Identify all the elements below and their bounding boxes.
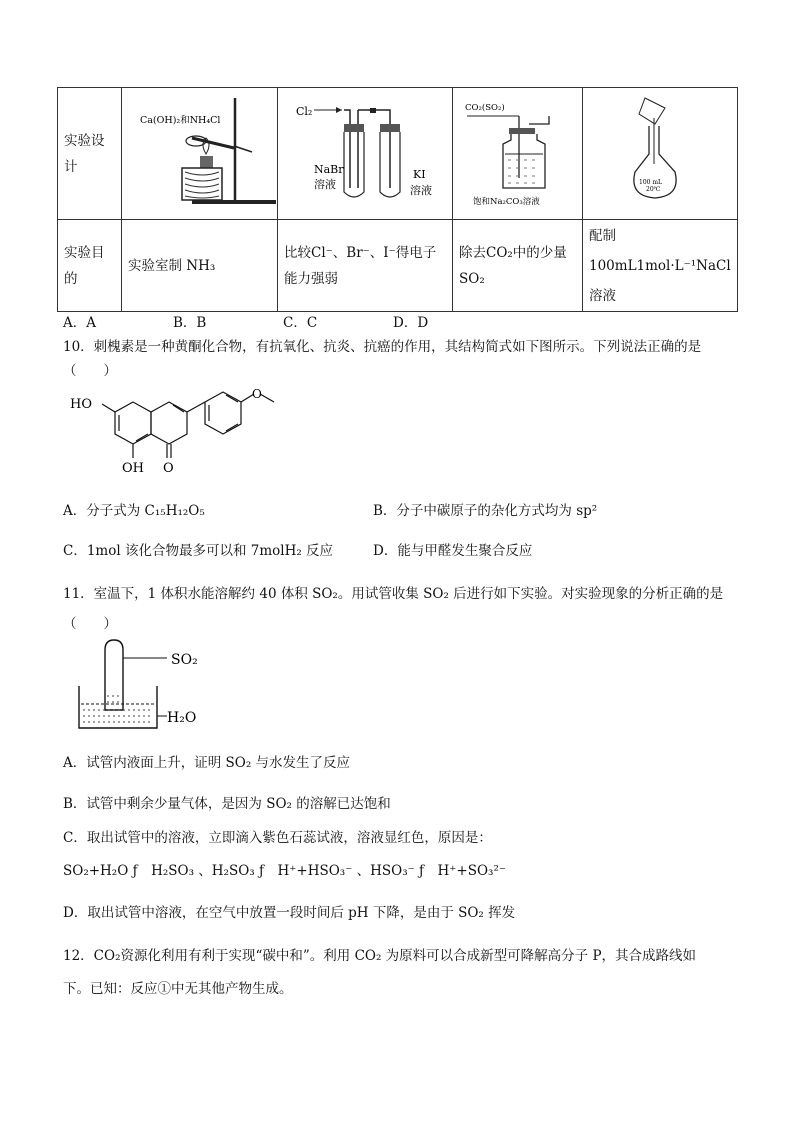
q10-option-d: D．能与甲醛发生聚合反应	[373, 543, 533, 559]
q9-option-d: D．D	[393, 315, 429, 331]
design-row	[58, 88, 738, 220]
halogen-apparatus-diagram	[278, 88, 452, 210]
diagram-d-temperature: 20℃	[646, 186, 661, 193]
q9-option-a: A．A	[63, 315, 96, 331]
diagram-c-gas: CO₂(SO₂)	[465, 103, 505, 113]
diagram-b-cl2: Cl₂	[296, 105, 313, 118]
row-header-purpose: 实验目的	[58, 220, 122, 312]
purpose-d-line-3: 溶液	[589, 287, 616, 304]
struct-methoxy-o: O	[252, 387, 262, 401]
purpose-b: 比较Cl⁻、Br⁻、I⁻得电子能力强弱	[278, 220, 453, 312]
experiment-table	[57, 87, 738, 312]
struct-carbonyl-o: O	[163, 461, 174, 476]
struct-ho-top: HO	[70, 397, 92, 412]
q11-stem-line-2: （ ）	[63, 616, 117, 632]
q11-option-c-equation: SO₂+H₂O ƒ H₂SO₃ 、H₂SO₃ ƒ H⁺+HSO₃⁻ 、HSO₃⁻ ƒ H⁺+SO₃²⁻	[63, 863, 507, 879]
diagram-b-nabr: NaBr	[314, 163, 344, 176]
so2-test-tube-diagram	[75, 636, 225, 736]
row-header-design: 实验设计	[58, 88, 122, 220]
q10-option-b: B．分子中碳原子的杂化方式均为 sp²	[373, 503, 598, 519]
q12-line-2: 下。已知：反应①中无其他产物生成。	[63, 981, 293, 997]
diagram-b-ki: KI	[413, 168, 426, 181]
q9-option-b: B．B	[173, 315, 207, 331]
q12-line-1: 12．CO₂资源化利用有利于实现“碳中和”。利用 CO₂ 为原料可以合成新型可降解高分子 P，其合成路线如	[63, 948, 697, 964]
q10-stem-line-1: 10．刺槐素是一种黄酮化合物，有抗氧化、抗炎、抗癌的作用，其结构简式如下图所示。下列说法正确的是	[63, 339, 702, 355]
gas-washing-diagram	[453, 88, 582, 210]
q10-stem-line-2: （ ）	[63, 363, 117, 379]
q11-option-b: B．试管中剩余少量气体，是因为 SO₂ 的溶解已达饱和	[63, 796, 391, 812]
q11-option-d: D．取出试管中溶液，在空气中放置一段时间后 pH 下降，是由于 SO₂ 挥发	[63, 905, 516, 921]
diagram-d-volume: 100 mL	[639, 179, 663, 186]
q11-option-c: C．取出试管中的溶液，立即滴入紫色石蕊试液，溶液显红色，原因是：	[63, 830, 492, 846]
diagram-b-cell	[278, 88, 453, 220]
diagram-b-solution-2: 溶液	[410, 184, 432, 197]
q9-options	[63, 311, 428, 331]
purpose-row	[58, 220, 738, 312]
diagram-a-label: Ca(OH)₂和NH₄Cl	[140, 115, 221, 126]
q10-option-a: A．分子式为 C₁₅H₁₂O₅	[63, 503, 205, 519]
label-h2o: H₂O	[167, 710, 197, 726]
acacetin-structure	[70, 382, 280, 490]
diagram-c-cell	[453, 88, 583, 220]
diagram-a-cell	[122, 88, 278, 220]
diagram-b-solution-1: 溶液	[314, 178, 336, 191]
q11-option-a: A．试管内液面上升，证明 SO₂ 与水发生了反应	[63, 755, 351, 771]
ammonia-apparatus-diagram	[122, 88, 277, 210]
struct-oh: OH	[122, 461, 144, 476]
purpose-a: 实验室制 NH₃	[122, 220, 278, 312]
q9-option-c: C．C	[283, 315, 318, 331]
diagram-d-cell	[583, 88, 738, 220]
q10-option-c: C．1mol 该化合物最多可以和 7molH₂ 反应	[63, 543, 334, 559]
purpose-d	[583, 220, 738, 312]
q11-stem-line-1: 11．室温下，1 体积水能溶解约 40 体积 SO₂。用试管收集 SO₂ 后进行如下实验。对实验现象的分析正确的是	[63, 586, 724, 602]
purpose-c: 除去CO₂中的少量SO₂	[453, 220, 583, 312]
diagram-c-solution: 饱和Na₂CO₃溶液	[473, 197, 540, 207]
purpose-d-line-2: 100mL1mol·L⁻¹NaCl	[589, 257, 731, 274]
volumetric-flask-diagram	[583, 88, 737, 210]
purpose-d-line-1: 配制	[589, 227, 616, 244]
label-so2: SO₂	[171, 652, 198, 668]
